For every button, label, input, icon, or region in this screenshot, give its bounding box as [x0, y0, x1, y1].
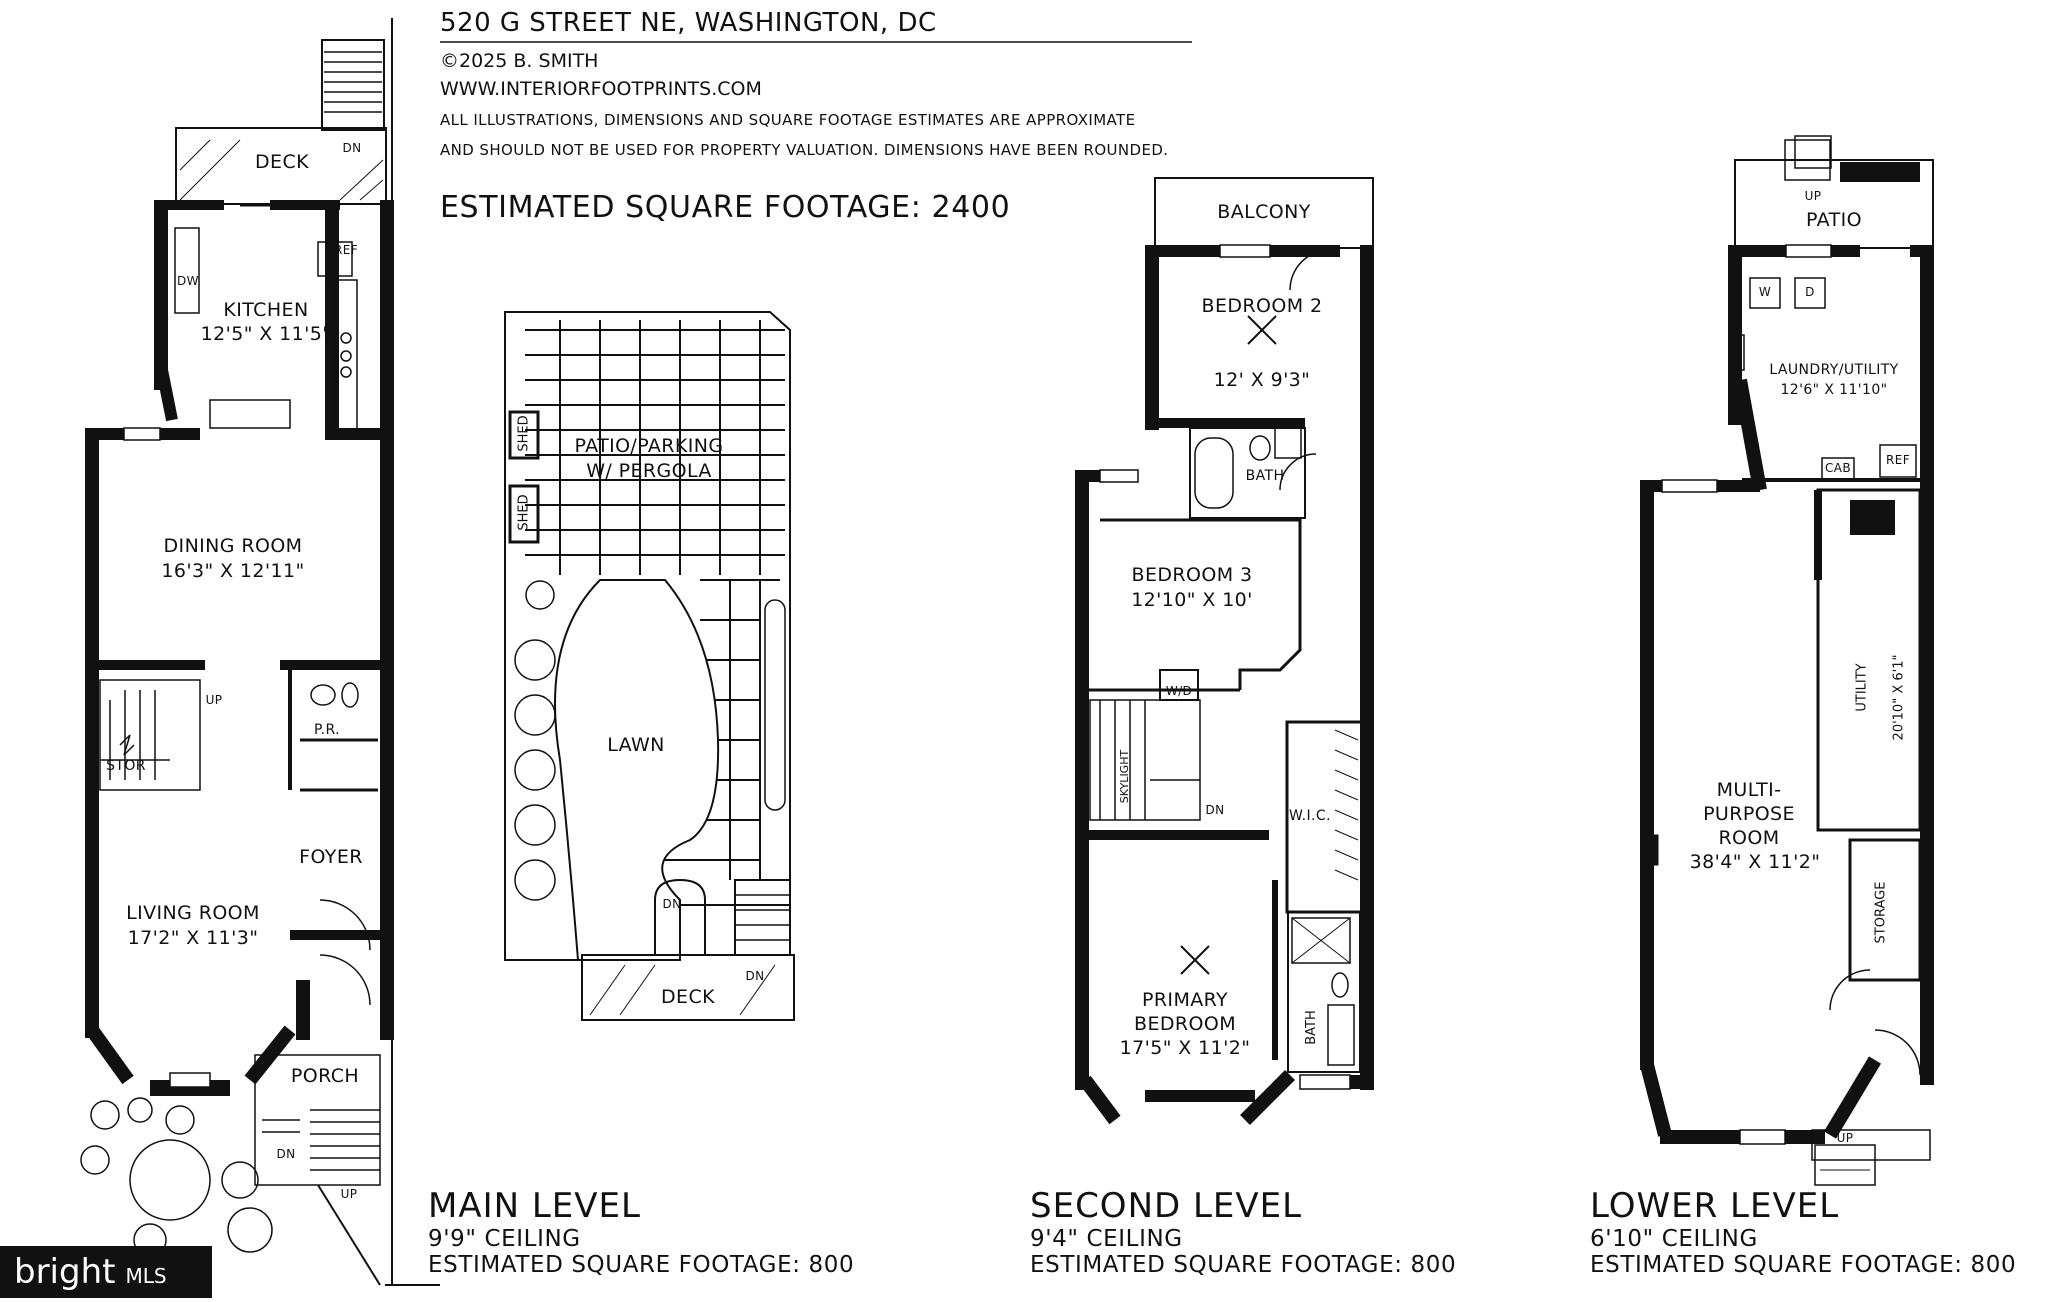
bedroom-3-label: BEDROOM 3: [1131, 564, 1253, 586]
address: 520 G STREET NE, WASHINGTON, DC: [440, 8, 937, 38]
second-level-sqft: ESTIMATED SQUARE FOOTAGE: 800: [1030, 1252, 1457, 1278]
deck-dn-label: DN: [342, 141, 362, 155]
porch-up-label: UP: [340, 1187, 358, 1201]
main-level-plan: [81, 40, 394, 1285]
living-room-dimensions: 17'2" X 11'3": [127, 927, 259, 949]
yard-dn-label-2: DN: [745, 969, 765, 983]
disclaimer-line-1: ALL ILLUSTRATIONS, DIMENSIONS AND SQUARE FOOTAGE ESTIMATES ARE APPROXIMATE: [440, 111, 1136, 129]
copyright: ©2025 B. SMITH: [440, 50, 599, 72]
primary-bedroom-label-1: PRIMARY: [1141, 989, 1229, 1011]
main-level-title: MAIN LEVEL: [428, 1186, 641, 1226]
multi-purpose-label-1: MULTI-: [1716, 779, 1782, 801]
second-dn-label: DN: [1205, 803, 1225, 817]
lower-level-caption: [1590, 1186, 2016, 1278]
powder-room-label: P.R.: [314, 722, 340, 738]
entry-up-label: UP: [1836, 1131, 1854, 1145]
logo-suffix: MLS: [125, 1264, 167, 1288]
shed-label-1: SHED: [516, 415, 532, 452]
second-level-title: SECOND LEVEL: [1030, 1186, 1303, 1226]
dishwasher-label: DW: [177, 274, 199, 288]
living-room-label: LIVING ROOM: [126, 902, 260, 924]
bath-label: BATH: [1245, 468, 1285, 484]
patio-label: PATIO: [1806, 209, 1862, 231]
patio-up-label: UP: [1804, 189, 1822, 203]
primary-bedroom-dimensions: 17'5" X 11'2": [1119, 1037, 1251, 1059]
pergola-label: W/ PERGOLA: [586, 460, 712, 482]
lawn-label: LAWN: [607, 734, 665, 756]
second-level-ceiling: 9'4" CEILING: [1030, 1226, 1183, 1252]
laundry-dimensions: 12'6" X 11'10": [1780, 382, 1888, 398]
yard-dn-label-1: DN: [662, 897, 682, 911]
lower-level-ceiling: 6'10" CEILING: [1590, 1226, 1758, 1252]
second-level-caption: [1030, 1186, 1456, 1278]
fridge-label: REF: [333, 243, 359, 257]
dining-room-label: DINING ROOM: [163, 535, 303, 557]
utility-dimensions: 20'10" X 6'1": [1891, 654, 1907, 741]
lower-level-title: LOWER LEVEL: [1590, 1186, 1840, 1226]
washer-label: W: [1758, 285, 1772, 299]
storage-label: STOR: [106, 758, 146, 774]
primary-bedroom-label-2: BEDROOM: [1134, 1013, 1236, 1035]
balcony-label: BALCONY: [1217, 201, 1311, 223]
main-level-ceiling: 9'9" CEILING: [428, 1226, 581, 1252]
lower-level-plan: [1640, 136, 1934, 1185]
kitchen-dimensions: 12'5" X 11'5": [200, 323, 332, 345]
stairs-up-label: UP: [205, 693, 223, 707]
laundry-label: LAUNDRY/UTILITY: [1769, 362, 1899, 378]
porch-label: PORCH: [290, 1065, 360, 1087]
primary-bath-label: BATH: [1303, 1010, 1319, 1045]
main-deck-label: DECK: [255, 151, 309, 173]
foyer-label: FOYER: [299, 846, 363, 868]
estimated-total-sqft: ESTIMATED SQUARE FOOTAGE: 2400: [440, 190, 1011, 225]
skylight-label: SKYLIGHT: [1118, 749, 1132, 804]
main-level-sqft: ESTIMATED SQUARE FOOTAGE: 800: [428, 1252, 855, 1278]
kitchen-label: KITCHEN: [223, 299, 309, 321]
walk-in-closet-label: W.I.C.: [1289, 808, 1331, 824]
bright-mls-logo: [0, 1246, 212, 1298]
utility-label: UTILITY: [1854, 663, 1870, 712]
multi-purpose-label-2: PURPOSE: [1703, 803, 1795, 825]
disclaimer-line-2: AND SHOULD NOT BE USED FOR PROPERTY VALUATION. DIMENSIONS HAVE BEEN ROUNDED.: [440, 141, 1169, 159]
yard-plan: [505, 312, 794, 1020]
porch-dn-label: DN: [276, 1147, 296, 1161]
dryer-label: D: [1805, 285, 1815, 299]
cabinet-label: CAB: [1824, 461, 1852, 475]
multi-purpose-label-3: ROOM: [1718, 827, 1780, 849]
dining-room-dimensions: 16'3" X 12'11": [161, 560, 305, 582]
lower-fridge-label: REF: [1885, 453, 1911, 467]
second-level-plan: [1075, 178, 1374, 1120]
logo-brand: bright: [14, 1252, 116, 1292]
bedroom-2-label: BEDROOM 2: [1201, 295, 1323, 317]
bedroom-2-dimensions: 12' X 9'3": [1213, 369, 1311, 391]
shed-label-2: SHED: [516, 494, 532, 531]
yard-deck-label: DECK: [661, 986, 715, 1008]
lower-level-sqft: ESTIMATED SQUARE FOOTAGE: 800: [1590, 1252, 2017, 1278]
multi-purpose-dimensions: 38'4" X 11'2": [1689, 851, 1821, 873]
bedroom-3-dimensions: 12'10" X 10': [1131, 589, 1253, 611]
main-level-caption: [428, 1186, 854, 1278]
washer-dryer-label: W/D: [1165, 684, 1193, 698]
website: WWW.INTERIORFOOTPRINTS.COM: [440, 78, 762, 100]
storage-room-label: STORAGE: [1873, 881, 1889, 944]
patio-parking-label: PATIO/PARKING: [574, 435, 724, 457]
